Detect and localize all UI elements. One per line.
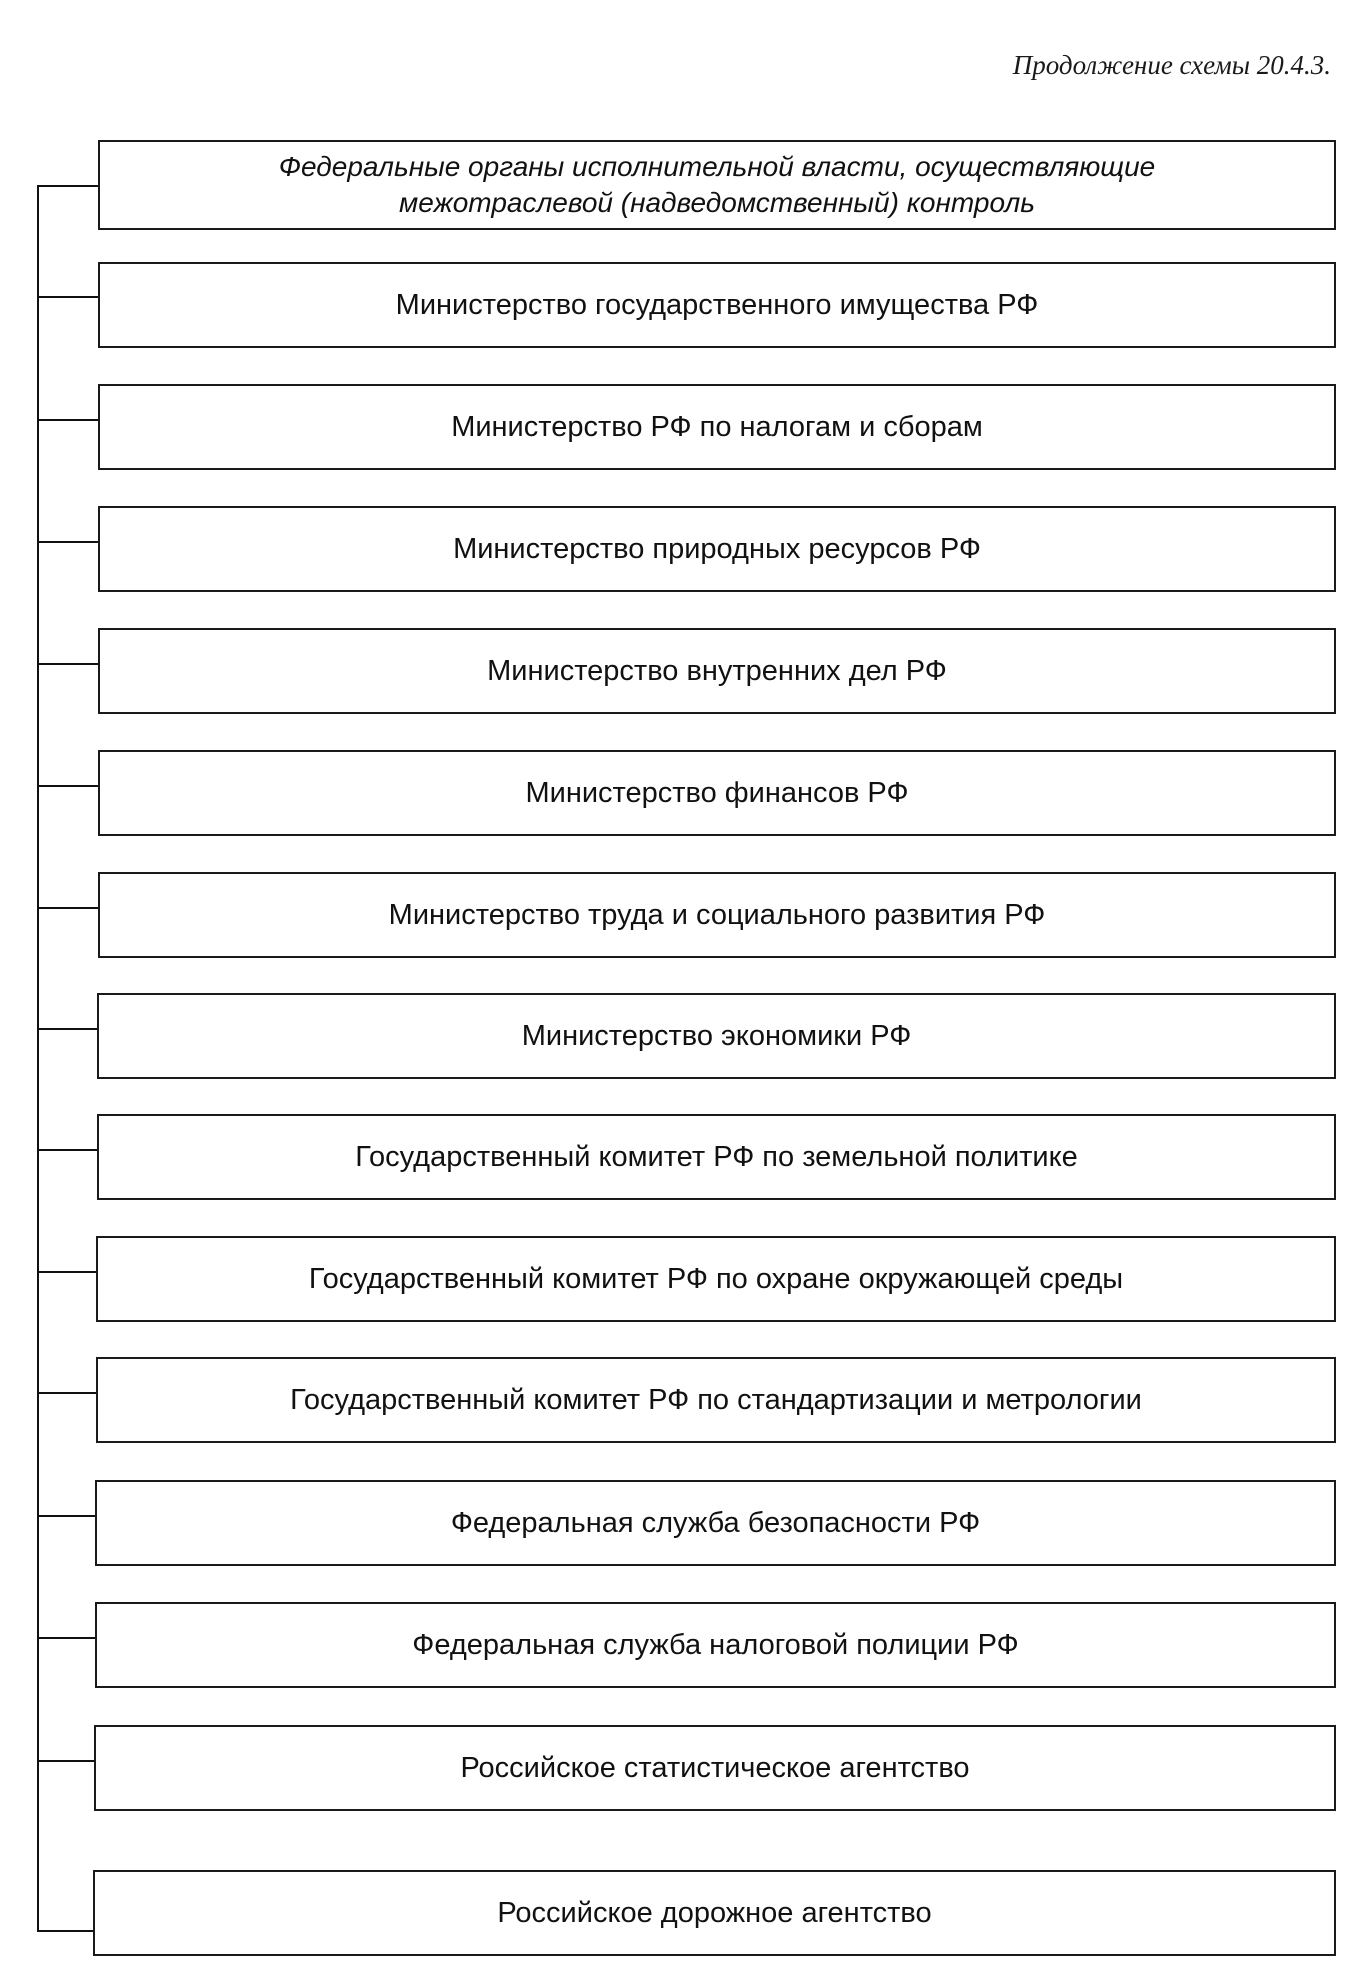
org-box-1: [98, 262, 1336, 348]
org-box-4: [98, 628, 1336, 714]
org-label: Министерство труда и социального развития РФ: [388, 899, 1046, 931]
org-box-6: [98, 872, 1336, 958]
diagram-spine-line: [37, 186, 39, 1932]
org-box-9: [96, 1236, 1336, 1322]
org-label: Министерство природных ресурсов РФ: [453, 533, 981, 565]
connector-item-9: [37, 1271, 99, 1273]
connector-item-4: [37, 663, 99, 665]
header-box: [98, 140, 1336, 230]
org-label: Федеральная служба налоговой полиции РФ: [412, 1629, 1019, 1661]
org-label: Министерство экономики РФ: [521, 1020, 912, 1052]
connector-item-13: [37, 1760, 99, 1762]
org-box-2: [98, 384, 1336, 470]
org-box-12: [95, 1602, 1336, 1688]
org-label: Государственный комитет РФ по стандартизации и метрологии: [290, 1384, 1142, 1416]
org-label: Российское статистическое агентство: [460, 1752, 970, 1784]
org-box-7: [97, 993, 1336, 1079]
connector-item-3: [37, 541, 99, 543]
connector-header: [37, 185, 99, 187]
connector-item-11: [37, 1515, 99, 1517]
connector-item-8: [37, 1149, 99, 1151]
org-box-14: [93, 1870, 1336, 1956]
org-box-3: [98, 506, 1336, 592]
scheme-caption: Продолжение схемы 20.4.3.: [1012, 50, 1331, 80]
org-box-13: [94, 1725, 1336, 1811]
connector-item-12: [37, 1637, 99, 1639]
org-box-5: [98, 750, 1336, 836]
org-label: Министерство внутренних дел РФ: [487, 655, 947, 687]
connector-item-6: [37, 907, 99, 909]
connector-item-10: [37, 1392, 99, 1394]
org-label: Государственный комитет РФ по земельной политике: [355, 1141, 1078, 1173]
org-label: Российское дорожное агентство: [497, 1897, 932, 1929]
org-label: Министерство финансов РФ: [525, 777, 909, 809]
org-label: Министерство РФ по налогам и сборам: [451, 411, 983, 443]
header-line-1: Федеральные органы исполнительной власти, осуществляющие: [278, 151, 1156, 182]
connector-item-5: [37, 785, 99, 787]
org-label: Государственный комитет РФ по охране окружающей среды: [308, 1263, 1124, 1295]
header-line-2: межотраслевой (надведомственный) контроль: [399, 187, 1035, 218]
org-label: Федеральная служба безопасности РФ: [450, 1507, 981, 1539]
connector-item-14: [37, 1930, 99, 1932]
org-box-8: [97, 1114, 1336, 1200]
connector-item-2: [37, 419, 99, 421]
org-label: Министерство государственного имущества РФ: [395, 289, 1039, 321]
org-box-11: [95, 1480, 1336, 1566]
connector-item-1: [37, 296, 99, 298]
connector-item-7: [37, 1028, 99, 1030]
org-box-10: [96, 1357, 1336, 1443]
